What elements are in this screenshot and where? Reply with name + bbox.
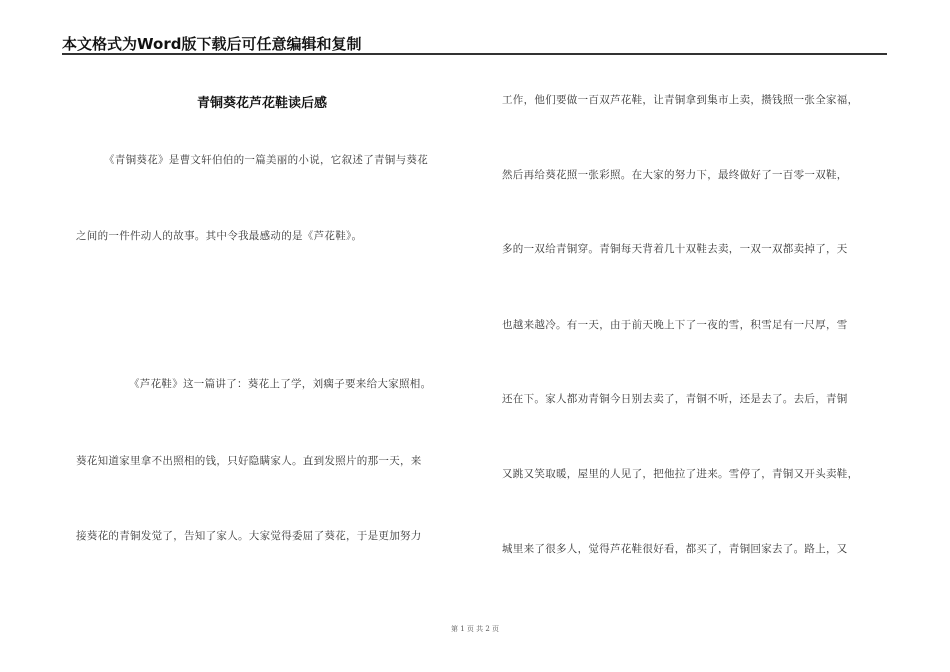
right-paragraph-line: 还在下。家人都劝青铜今日别去卖了，青铜不听，还是去了。去后，青铜 <box>502 393 848 405</box>
document-title: 青铜葵花芦花鞋读后感 <box>196 96 327 111</box>
right-paragraph-line: 也越来越冷。有一天，由于前天晚上下了一夜的雪，积雪足有一尺厚，雪 <box>502 319 848 331</box>
left-paragraph-line: 《青铜葵花》是曹文轩伯伯的一篇美丽的小说，它叙述了青铜与葵花 <box>104 154 428 166</box>
right-paragraph-line: 又跳又笑取暖，屋里的人见了，把他拉了进来。雪停了，青铜又开头卖鞋， <box>502 468 859 480</box>
page-number: 第 1 页 共 2 页 <box>450 625 500 633</box>
left-paragraph-line: 《芦花鞋》这一篇讲了：葵花上了学，刘瘸子要来给大家照相。 <box>129 378 432 390</box>
left-paragraph-line: 葵花知道家里拿不出照相的钱，只好隐瞒家人。直到发照片的那一天，来 <box>76 455 422 467</box>
left-paragraph-line: 接葵花的青铜发觉了，告知了家人。大家觉得委屈了葵花，于是更加努力 <box>76 530 422 542</box>
right-paragraph-line: 工作，他们要做一百双芦花鞋，让青铜拿到集市上卖，攒钱照一张全家福， <box>502 94 859 106</box>
right-paragraph-line: 城里来了很多人，觉得芦花鞋很好看，都买了，青铜回家去了。路上，又 <box>502 543 848 555</box>
right-paragraph-line: 然后再给葵花照一张彩照。在大家的努力下，最终做好了一百零一双鞋， <box>502 169 848 181</box>
right-paragraph-line: 多的一双给青铜穿。青铜每天背着几十双鞋去卖，一双一双都卖掉了，天 <box>502 243 848 255</box>
header-notice: 本文格式为Word版下载后可任意编辑和复制 <box>62 35 362 53</box>
left-paragraph-line: 之间的一件件动人的故事。其中令我最感动的是《芦花鞋》。 <box>76 230 363 242</box>
header-divider <box>62 53 887 55</box>
